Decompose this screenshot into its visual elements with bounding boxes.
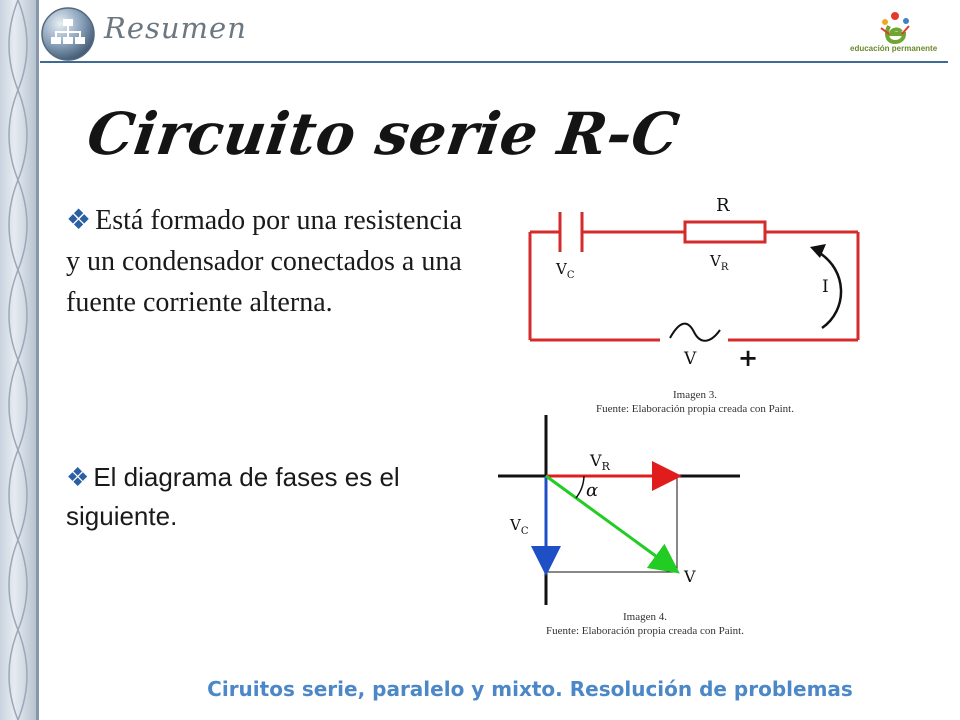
bullet-text: El diagrama de fases es el siguiente. bbox=[66, 462, 400, 531]
left-decorative-band bbox=[0, 0, 36, 720]
rc-circuit-diagram bbox=[500, 180, 880, 380]
v-vector bbox=[546, 476, 675, 570]
bullet-description bbox=[66, 200, 471, 323]
bullet-diamond-icon: ❖ bbox=[66, 462, 90, 492]
ac-source-symbol bbox=[670, 324, 720, 341]
vc-label: $V_C$ bbox=[556, 260, 575, 281]
current-label: I bbox=[822, 277, 829, 297]
angle-label: α bbox=[586, 480, 599, 501]
summary-home-icon[interactable] bbox=[40, 6, 96, 62]
educacion-permanente-logo bbox=[845, 4, 949, 62]
vc-phasor-label: $V_C$ bbox=[510, 516, 529, 537]
bullet-phase-diagram bbox=[66, 458, 436, 536]
bullet-diamond-icon: ❖ bbox=[66, 205, 92, 236]
vr-label: $V_R$ bbox=[710, 252, 729, 273]
resistor-symbol bbox=[685, 222, 765, 242]
section-label: Resumen bbox=[104, 11, 247, 45]
footer-title: Ciruitos serie, paralelo y mixto. Resolución de problemas bbox=[207, 677, 853, 701]
page-title: Circuito serie R-C bbox=[83, 100, 684, 168]
plus-sign: + bbox=[738, 343, 759, 372]
angle-arc bbox=[576, 476, 584, 498]
source-label: V bbox=[684, 349, 697, 369]
phasor-diagram bbox=[480, 410, 760, 610]
v-phasor-label: V bbox=[684, 567, 696, 586]
header-divider bbox=[40, 61, 948, 63]
left-edge-line bbox=[36, 0, 39, 720]
vr-phasor-label: $V_R$ bbox=[590, 451, 610, 473]
caption-title: Imagen 4. bbox=[623, 611, 667, 623]
resistor-label: R bbox=[716, 195, 730, 216]
image4-caption bbox=[480, 610, 810, 638]
logo-wordmark: educación permanente bbox=[850, 44, 938, 53]
caption-source: Fuente: Elaboración propia creada con Paint. bbox=[596, 403, 794, 415]
caption-title: Imagen 3. bbox=[673, 389, 717, 401]
caption-source: Fuente: Elaboración propia creada con Paint. bbox=[546, 625, 744, 637]
bullet-text: Está formado por una resistencia y un condensador conectados a una fuente corriente alterna. bbox=[66, 205, 463, 318]
